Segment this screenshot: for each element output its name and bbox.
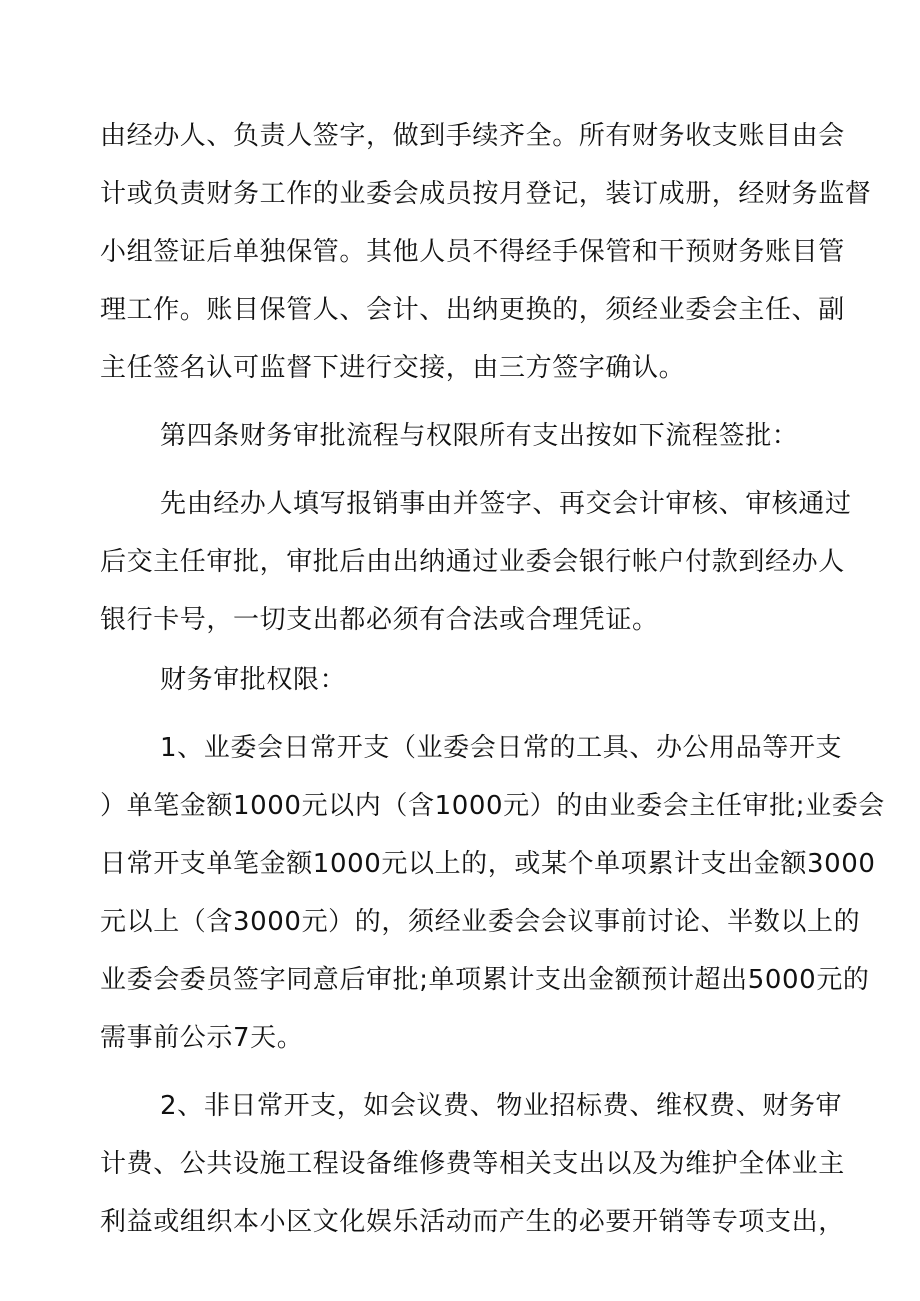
- paragraph-3-line-2: 后交主任审批，审批后由出纳通过业委会银行帐户付款到经办人: [100, 547, 845, 577]
- paragraph-5-line-3: 日常开支单笔金额1000元以上的，或某个单项累计支出金额3000: [100, 849, 876, 879]
- paragraph-1-line-2: 计或负责财务工作的业委会成员按月登记，装订成册，经财务监督: [100, 179, 872, 209]
- paragraph-1-line-4: 理工作。账目保管人、会计、出纳更换的，须经业委会主任、副: [100, 295, 845, 325]
- paragraph-5-line-4: 元以上（含3000元）的，须经业委会会议事前讨论、半数以上的: [100, 907, 861, 937]
- paragraph-5-line-5: 业委会委员签字同意后审批;单项累计支出金额预计超出5000元的: [100, 965, 870, 995]
- paragraph-4-line-1: 财务审批权限：: [160, 665, 347, 695]
- paragraph-5-line-6: 需事前公示7天。: [100, 1023, 304, 1053]
- paragraph-1-line-3: 小组签证后单独保管。其他人员不得经手保管和干预财务账目管: [100, 237, 845, 267]
- paragraph-6-line-1: 2、非日常开支，如会议费、物业招标费、维权费、财务审: [160, 1091, 843, 1121]
- paragraph-1-line-5: 主任签名认可监督下进行交接，由三方签字确认。: [100, 353, 686, 383]
- paragraph-6-line-3: 利益或组织本小区文化娱乐活动而产生的必要开销等专项支出，: [100, 1207, 845, 1237]
- paragraph-6-line-2: 计费、公共设施工程设备维修费等相关支出以及为维护全体业主: [100, 1149, 845, 1179]
- paragraph-1-line-1: 由经办人、负责人签字，做到手续齐全。所有财务收支账目由会: [100, 121, 845, 151]
- paragraph-5-line-2: ）单笔金额1000元以内（含1000元）的由业委会主任审批;业委会: [100, 791, 885, 821]
- paragraph-3-line-3: 银行卡号，一切支出都必须有合法或合理凭证。: [100, 605, 659, 635]
- paragraph-3-line-1: 先由经办人填写报销事由并签字、再交会计审核、审核通过: [160, 489, 852, 519]
- paragraph-5-line-1: 1、业委会日常开支（业委会日常的工具、办公用品等开支: [160, 733, 843, 763]
- paragraph-2-line-1: 第四条财务审批流程与权限所有支出按如下流程签批：: [160, 421, 799, 451]
